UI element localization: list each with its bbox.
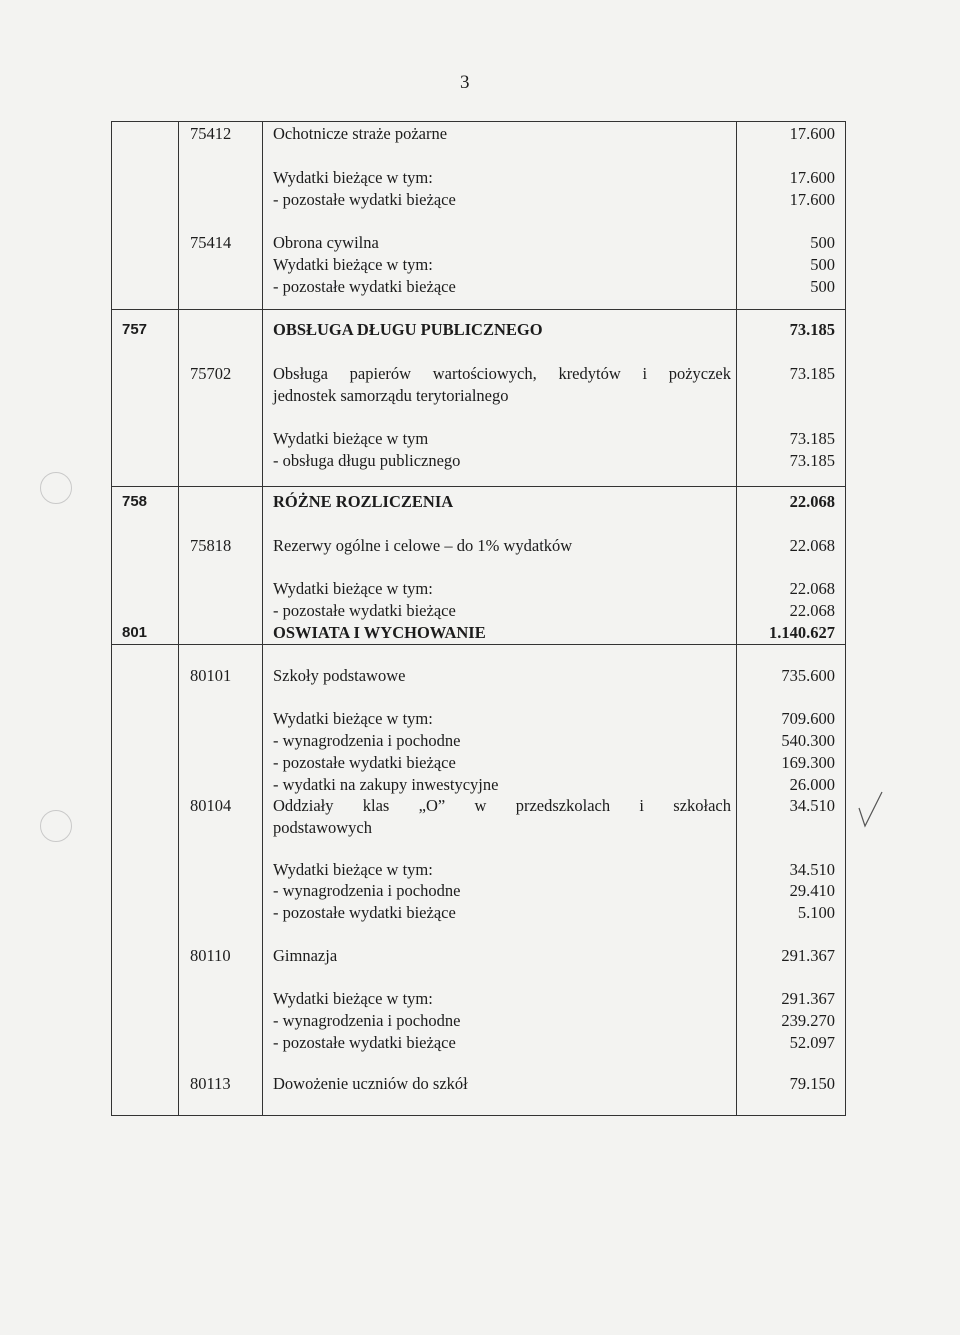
row-amount: 73.185 <box>789 451 835 470</box>
row-label: Obrona cywilna <box>273 233 379 252</box>
row-amount: 540.300 <box>781 731 835 750</box>
row-amount: 22.068 <box>789 579 835 598</box>
row-label: Wydatki bieżące w tym <box>273 429 429 448</box>
chapter-code: 75818 <box>190 536 232 555</box>
table-row <box>112 189 845 211</box>
table-row <box>112 708 845 730</box>
section-code: 757 <box>122 321 148 338</box>
row-label: Wydatki bieżące w tym: <box>273 168 433 187</box>
row-label: Wydatki bieżące w tym: <box>273 255 433 274</box>
row-amount: 79.150 <box>789 1074 835 1093</box>
table-row <box>112 752 845 774</box>
row-label: Dowożenie uczniów do szkół <box>273 1074 468 1093</box>
table-row <box>112 167 845 189</box>
row-label: Wydatki bieżące w tym: <box>273 860 433 879</box>
row-amount: 22.068 <box>789 601 835 620</box>
table-row <box>112 450 845 472</box>
section-title: OBSŁUGA DŁUGU PUBLICZNEGO <box>273 320 543 339</box>
section-divider-801 <box>112 644 845 645</box>
row-label: - obsługa długu publicznego <box>273 451 461 470</box>
section-row <box>112 622 845 644</box>
row-amount: 5.100 <box>797 903 835 922</box>
row-amount: 291.367 <box>781 946 835 965</box>
section-row <box>112 319 845 341</box>
row-amount: 17.600 <box>789 124 835 143</box>
row-label: podstawowych <box>273 818 372 837</box>
row-amount: 52.097 <box>789 1033 835 1052</box>
row-label: Ochotnicze straże pożarne <box>273 124 448 143</box>
section-divider-757 <box>112 309 845 310</box>
table-row <box>112 774 845 796</box>
table-row <box>112 123 845 145</box>
row-amount: 34.510 <box>789 860 835 879</box>
section-amount: 1.140.627 <box>769 623 835 642</box>
row-amount: 34.510 <box>789 796 835 815</box>
row-amount: 500 <box>810 233 835 252</box>
section-amount: 73.185 <box>789 320 835 339</box>
table-row <box>112 578 845 600</box>
page-number: 3 <box>460 72 470 93</box>
row-amount: 500 <box>810 277 835 296</box>
row-label: - pozostałe wydatki bieżące <box>273 190 456 209</box>
punch-hole-top <box>40 472 72 504</box>
row-label: jednostek samorządu terytorialnego <box>273 386 509 405</box>
table-row <box>112 363 845 385</box>
chapter-code: 80110 <box>190 946 231 965</box>
row-label: Gimnazja <box>273 946 338 965</box>
row-amount: 22.068 <box>789 536 835 555</box>
row-label: - pozostałe wydatki bieżące <box>273 903 456 922</box>
row-label: Rezerwy ogólne i celowe – do 1% wydatków <box>273 536 573 555</box>
chapter-code: 75412 <box>190 124 232 143</box>
table-row <box>112 880 845 902</box>
punch-hole-bottom <box>40 810 72 842</box>
chapter-code: 80101 <box>190 666 232 685</box>
row-label: Wydatki bieżące w tym: <box>273 709 433 728</box>
row-label: - wynagrodzenia i pochodne <box>273 1011 461 1030</box>
table-row <box>112 1032 845 1054</box>
section-code: 758 <box>122 493 148 510</box>
row-label: - pozostałe wydatki bieżące <box>273 277 456 296</box>
table-row <box>112 730 845 752</box>
table-row <box>112 1010 845 1032</box>
row-label: Oddziały klas „O” w przedszkolach i szkołach <box>273 796 731 815</box>
row-label: Wydatki bieżące w tym: <box>273 989 433 1008</box>
section-code: 801 <box>122 624 148 641</box>
row-label: - pozostałe wydatki bieżące <box>273 1033 456 1052</box>
table-row <box>112 1073 845 1095</box>
row-amount: 291.367 <box>781 989 835 1008</box>
row-amount: 29.410 <box>789 881 835 900</box>
row-label: - wydatki na zakupy inwestycyjne <box>273 775 499 794</box>
table-row <box>112 254 845 276</box>
table-row <box>112 600 845 622</box>
table-row <box>112 902 845 924</box>
table-row <box>112 232 845 254</box>
table-row <box>112 385 845 407</box>
row-label: - wynagrodzenia i pochodne <box>273 881 461 900</box>
table-row <box>112 945 845 967</box>
section-row <box>112 491 845 513</box>
row-label: Obsługa papierów wartościowych, kredytów i pożyczek <box>273 364 731 383</box>
row-amount: 73.185 <box>789 364 835 383</box>
section-title: OSWIATA I WYCHOWANIE <box>273 623 486 642</box>
chapter-code: 75414 <box>190 233 232 252</box>
table-row <box>112 817 845 839</box>
row-amount: 500 <box>810 255 835 274</box>
row-amount: 169.300 <box>781 753 835 772</box>
row-label: - pozostałe wydatki bieżące <box>273 753 456 772</box>
row-amount: 17.600 <box>789 168 835 187</box>
section-divider-758 <box>112 486 845 487</box>
checkmark-icon <box>855 790 885 830</box>
row-amount: 239.270 <box>781 1011 835 1030</box>
row-label: Szkoły podstawowe <box>273 666 406 685</box>
table-row <box>112 665 845 687</box>
row-amount: 26.000 <box>789 775 835 794</box>
row-label: - pozostałe wydatki bieżące <box>273 601 456 620</box>
row-amount: 709.600 <box>781 709 835 728</box>
chapter-code: 75702 <box>190 364 232 383</box>
row-label: - wynagrodzenia i pochodne <box>273 731 461 750</box>
row-amount: 735.600 <box>781 666 835 685</box>
table-row <box>112 988 845 1010</box>
table-row <box>112 795 845 817</box>
section-amount: 22.068 <box>789 492 835 511</box>
chapter-code: 80113 <box>190 1074 231 1093</box>
table-row <box>112 428 845 450</box>
budget-table <box>111 121 846 1116</box>
table-row <box>112 859 845 881</box>
row-label: Wydatki bieżące w tym: <box>273 579 433 598</box>
table-row <box>112 276 845 298</box>
row-amount: 73.185 <box>789 429 835 448</box>
row-amount: 17.600 <box>789 190 835 209</box>
section-title: RÓŻNE ROZLICZENIA <box>273 492 454 511</box>
table-row <box>112 535 845 557</box>
chapter-code: 80104 <box>190 796 232 815</box>
